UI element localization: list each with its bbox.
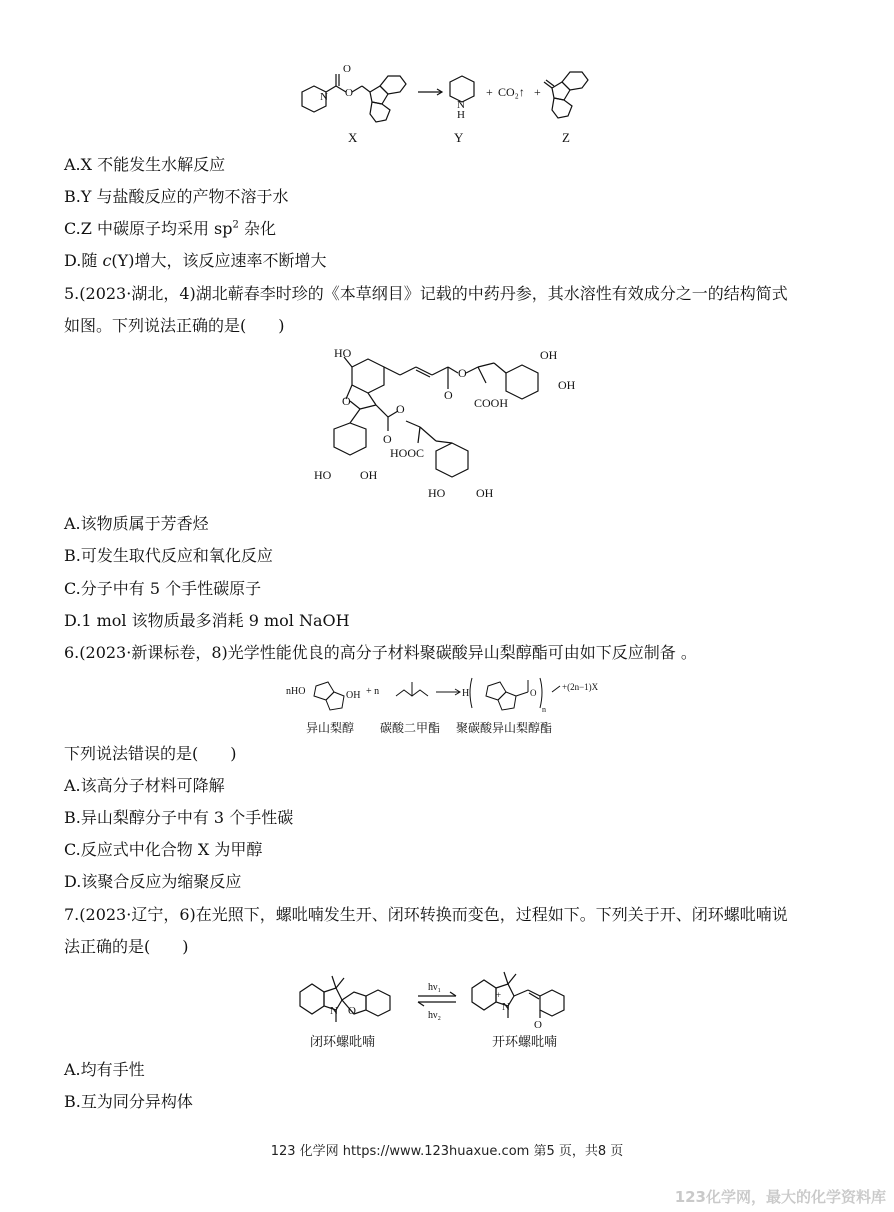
label-dimethyl-carbonate: 碳酸二甲酯 xyxy=(380,721,441,735)
label-open-spiropyran: 开环螺吡喃 xyxy=(492,1034,558,1049)
q6-option-b: B.异山梨醇分子中有 3 个手性碳 xyxy=(64,808,294,827)
plus-n: + n xyxy=(366,686,380,697)
hv2-label: hν₂ xyxy=(428,1010,442,1021)
q5-option-d: D.1 mol 该物质最多消耗 9 mol NaOH xyxy=(64,611,350,630)
label-polycarbonate: 聚碳酸异山梨醇酯 xyxy=(456,721,553,735)
q4-option-c: C.Z 中碳原子均采用 $sp^2$ 杂化 xyxy=(64,219,276,238)
q6-option-d: D.该聚合反应为缩聚反应 xyxy=(64,872,242,891)
x-ester-o: O xyxy=(345,87,353,99)
q7-option-a: A.均有手性 xyxy=(64,1060,145,1079)
reaction-figure-q7 xyxy=(296,966,606,1052)
site-watermark: 123化学网，最大的化学资料库 xyxy=(674,1188,886,1206)
q5-option-a: A.该物质属于芳香烃 xyxy=(64,514,209,533)
reaction-figure-q6 xyxy=(284,672,624,738)
x-carbonyl-o: O xyxy=(343,63,351,75)
q4-option-a: A.X 不能发生水解反应 xyxy=(64,155,226,174)
carbonyl-o-2: O xyxy=(383,432,392,446)
oh-top-right-2: OH xyxy=(558,378,576,392)
q6-stem: 下列说法错误的是( ) xyxy=(64,744,237,763)
plus-sign-2: + xyxy=(534,85,541,99)
q4-option-d: D.随 c(Y)增大，该反应速率不断增大 xyxy=(64,251,327,270)
furan-o: O xyxy=(342,394,351,408)
q7-stem-line2: 法正确的是( ) xyxy=(64,937,189,956)
ho-top-left: HO xyxy=(334,346,352,360)
open-plus-charge: + xyxy=(496,990,502,1000)
q7-option-b: B.互为同分异构体 xyxy=(64,1092,193,1111)
hooc-lower: HOOC xyxy=(390,446,425,460)
compound-x-label: X xyxy=(348,130,358,145)
compound-z-label: Z xyxy=(562,130,570,145)
oh-bottom: OH xyxy=(476,486,494,500)
open-o-minus: O xyxy=(534,1019,542,1031)
page-footer: 123 化学网 https://www.123huaxue.com 第5 页，共8 页 xyxy=(270,1144,624,1159)
n-ho: nHO xyxy=(286,686,306,697)
q6-option-c: C.反应式中化合物 X 为甲醇 xyxy=(64,840,263,859)
q4-option-b: B.Y 与盐酸反应的产物不溶于水 xyxy=(64,187,289,206)
carbonyl-o-1: O xyxy=(444,388,453,402)
ester-o-1: O xyxy=(458,366,467,380)
q7-stem-line1: 7.(2023·辽宁，6)在光照下，螺吡喃发生开、闭环转换而变色，过程如下。下列关于开、闭环螺吡喃说 xyxy=(64,905,788,924)
q5-option-b: B.可发生取代反应和氧化反应 xyxy=(64,546,273,565)
polymer-n: n xyxy=(542,705,546,714)
reaction-figure-q4 xyxy=(290,62,610,152)
q5-option-c: C.分子中有 5 个手性碳原子 xyxy=(64,579,262,598)
oh-lower-left: OH xyxy=(360,468,378,482)
structure-figure-q5 xyxy=(310,345,600,507)
ho-lower-left: HO xyxy=(314,468,332,482)
polymer-o: O xyxy=(530,688,537,698)
plus-sign-1: + xyxy=(486,85,493,99)
ho-bottom: HO xyxy=(428,486,446,500)
q6-stem-line1: 6.(2023·新课标卷，8)光学性能优良的高分子材料聚碳酸异山梨醇酯可由如下反应制备 。 xyxy=(64,643,697,662)
closed-n-atom: N xyxy=(330,1005,338,1017)
y-h-atom: H xyxy=(457,109,465,121)
byproduct-x: +(2n−1)X xyxy=(562,682,599,692)
q5-stem-line1: 5.(2023·湖北，4)湖北蕲春李时珍的《本草纲目》记载的中药丹参，其水溶性有效成分之一的结构简式 xyxy=(64,284,788,303)
hv1-label: hν₁ xyxy=(428,982,442,993)
q6-option-a: A.该高分子材料可降解 xyxy=(64,776,225,795)
polymer-h: H xyxy=(462,688,470,699)
open-n-atom: N xyxy=(502,1001,510,1013)
y-n-atom: N xyxy=(457,99,465,111)
ester-o-2: O xyxy=(396,402,405,416)
x-n-atom: N xyxy=(320,91,328,103)
oh-top-right-1: OH xyxy=(540,348,558,362)
co2-label: CO₂↑ xyxy=(498,85,525,99)
q5-stem-line2: 如图。下列说法正确的是( ) xyxy=(64,316,285,335)
closed-o-atom: O xyxy=(348,1005,356,1017)
label-isosorbide: 异山梨醇 xyxy=(306,721,355,735)
label-closed-spiropyran: 闭环螺吡喃 xyxy=(310,1034,376,1049)
compound-y-label: Y xyxy=(454,130,464,145)
oh-end: OH xyxy=(346,690,361,701)
cooh-upper: COOH xyxy=(474,396,509,410)
